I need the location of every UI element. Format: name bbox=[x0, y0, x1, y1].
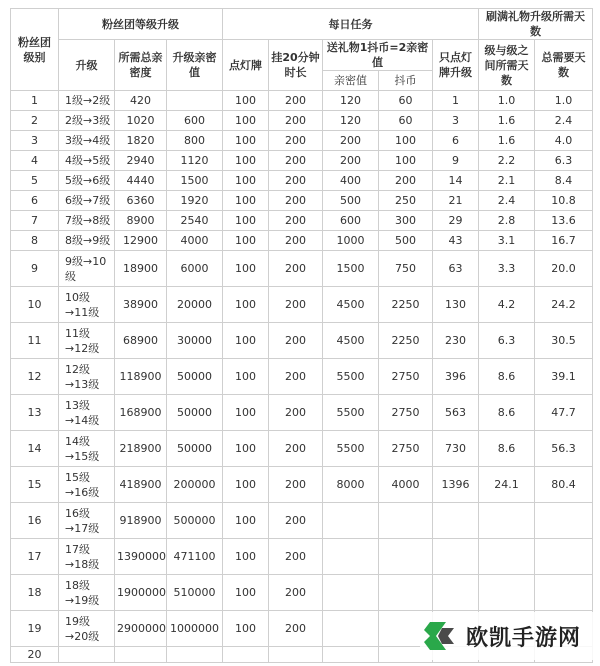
cell-only: 63 bbox=[433, 251, 479, 287]
cell-coin: 750 bbox=[379, 251, 433, 287]
cell-light: 100 bbox=[223, 323, 269, 359]
cell-light bbox=[223, 647, 269, 663]
cell-days: 47.7 bbox=[535, 395, 593, 431]
cell-days: 39.1 bbox=[535, 359, 593, 395]
cell-lvl: 7 bbox=[11, 211, 59, 231]
table-body bbox=[11, 91, 593, 663]
cell-hang: 200 bbox=[269, 211, 323, 231]
cell-intim: 5500 bbox=[323, 431, 379, 467]
cell-days: 2.4 bbox=[535, 111, 593, 131]
cell-only: 29 bbox=[433, 211, 479, 231]
cell-hang: 200 bbox=[269, 191, 323, 211]
cell-need bbox=[167, 647, 223, 663]
cell-need: 30000 bbox=[167, 323, 223, 359]
cell-hang: 200 bbox=[269, 251, 323, 287]
table-row bbox=[11, 211, 593, 231]
cell-only bbox=[433, 503, 479, 539]
cell-up: 4级→5级 bbox=[59, 151, 115, 171]
cell-need: 4000 bbox=[167, 231, 223, 251]
cell-up: 12级→13级 bbox=[59, 359, 115, 395]
cell-coin: 2750 bbox=[379, 431, 433, 467]
cell-total: 168900 bbox=[115, 395, 167, 431]
cell-days: 80.4 bbox=[535, 467, 593, 503]
cell-need: 1120 bbox=[167, 151, 223, 171]
cell-lvl: 12 bbox=[11, 359, 59, 395]
table-row bbox=[11, 395, 593, 431]
cell-lvl: 18 bbox=[11, 575, 59, 611]
cell-between: 8.6 bbox=[479, 395, 535, 431]
cell-lvl: 14 bbox=[11, 431, 59, 467]
cell-intim: 200 bbox=[323, 151, 379, 171]
cell-hang: 200 bbox=[269, 287, 323, 323]
cell-lvl: 1 bbox=[11, 91, 59, 111]
cell-total: 418900 bbox=[115, 467, 167, 503]
cell-hang: 200 bbox=[269, 231, 323, 251]
cell-intim: 200 bbox=[323, 131, 379, 151]
cell-only: 21 bbox=[433, 191, 479, 211]
cell-light: 100 bbox=[223, 359, 269, 395]
cell-only: 230 bbox=[433, 323, 479, 359]
cell-up: 16级→17级 bbox=[59, 503, 115, 539]
cell-lvl: 13 bbox=[11, 395, 59, 431]
cell-need: 1500 bbox=[167, 171, 223, 191]
cell-total: 18900 bbox=[115, 251, 167, 287]
cell-total: 4440 bbox=[115, 171, 167, 191]
cell-up: 15级→16级 bbox=[59, 467, 115, 503]
cell-light: 100 bbox=[223, 251, 269, 287]
cell-lvl: 10 bbox=[11, 287, 59, 323]
cell-lvl: 8 bbox=[11, 231, 59, 251]
cell-total: 1390000 bbox=[115, 539, 167, 575]
cell-days: 24.2 bbox=[535, 287, 593, 323]
table-row bbox=[11, 503, 593, 539]
header-total-intimacy: 所需总亲密度 bbox=[115, 40, 167, 91]
cell-days: 13.6 bbox=[535, 211, 593, 231]
cell-up: 1级→2级 bbox=[59, 91, 115, 111]
cell-between bbox=[479, 575, 535, 611]
cell-coin: 100 bbox=[379, 151, 433, 171]
cell-need: 20000 bbox=[167, 287, 223, 323]
cell-lvl: 2 bbox=[11, 111, 59, 131]
table-row bbox=[11, 91, 593, 111]
cell-coin bbox=[379, 503, 433, 539]
cell-intim: 1500 bbox=[323, 251, 379, 287]
cell-lvl: 17 bbox=[11, 539, 59, 575]
cell-need: 200000 bbox=[167, 467, 223, 503]
cell-light: 100 bbox=[223, 131, 269, 151]
cell-need: 50000 bbox=[167, 395, 223, 431]
cell-hang: 200 bbox=[269, 111, 323, 131]
cell-between: 2.2 bbox=[479, 151, 535, 171]
cell-between: 1.0 bbox=[479, 91, 535, 111]
header-daily-tasks: 每日任务 bbox=[223, 9, 479, 40]
cell-intim: 600 bbox=[323, 211, 379, 231]
cell-between: 3.1 bbox=[479, 231, 535, 251]
cell-only bbox=[433, 539, 479, 575]
table-row bbox=[11, 431, 593, 467]
cell-total: 8900 bbox=[115, 211, 167, 231]
cell-between: 24.1 bbox=[479, 467, 535, 503]
cell-coin: 300 bbox=[379, 211, 433, 231]
table-row bbox=[11, 151, 593, 171]
cell-up: 13级→14级 bbox=[59, 395, 115, 431]
cell-coin: 500 bbox=[379, 231, 433, 251]
cell-intim: 500 bbox=[323, 191, 379, 211]
cell-intim: 5500 bbox=[323, 359, 379, 395]
cell-total: 118900 bbox=[115, 359, 167, 395]
cell-hang: 200 bbox=[269, 359, 323, 395]
cell-only: 14 bbox=[433, 171, 479, 191]
cell-days: 8.4 bbox=[535, 171, 593, 191]
cell-only: 6 bbox=[433, 131, 479, 151]
cell-intim bbox=[323, 611, 379, 647]
cell-light: 100 bbox=[223, 191, 269, 211]
cell-light: 100 bbox=[223, 395, 269, 431]
cell-only: 1396 bbox=[433, 467, 479, 503]
cell-up: 5级→6级 bbox=[59, 171, 115, 191]
cell-total: 1020 bbox=[115, 111, 167, 131]
cell-hang: 200 bbox=[269, 539, 323, 575]
cell-between: 2.1 bbox=[479, 171, 535, 191]
cell-total: 12900 bbox=[115, 231, 167, 251]
cell-hang: 200 bbox=[269, 91, 323, 111]
cell-up: 6级→7级 bbox=[59, 191, 115, 211]
cell-hang: 200 bbox=[269, 611, 323, 647]
cell-light: 100 bbox=[223, 231, 269, 251]
cell-coin: 2750 bbox=[379, 395, 433, 431]
cell-only: 563 bbox=[433, 395, 479, 431]
cell-total: 38900 bbox=[115, 287, 167, 323]
header-between-levels: 级与级之间所需天数 bbox=[479, 40, 535, 91]
header-fan-level: 粉丝团级别 bbox=[11, 9, 59, 91]
cell-need: 800 bbox=[167, 131, 223, 151]
cell-light: 100 bbox=[223, 539, 269, 575]
cell-total: 420 bbox=[115, 91, 167, 111]
header-hang-20min: 挂20分钟时长 bbox=[269, 40, 323, 91]
cell-lvl: 19 bbox=[11, 611, 59, 647]
header-gift-days: 刷满礼物升级所需天数 bbox=[479, 9, 593, 40]
cell-intim: 4500 bbox=[323, 287, 379, 323]
cell-between: 6.3 bbox=[479, 323, 535, 359]
cell-need bbox=[167, 91, 223, 111]
cell-need: 500000 bbox=[167, 503, 223, 539]
cell-light: 100 bbox=[223, 171, 269, 191]
cell-coin: 100 bbox=[379, 131, 433, 151]
header-douyin-coin: 抖币 bbox=[379, 71, 433, 91]
cell-up: 17级→18级 bbox=[59, 539, 115, 575]
table-row bbox=[11, 231, 593, 251]
cell-intim bbox=[323, 503, 379, 539]
cell-coin: 2250 bbox=[379, 323, 433, 359]
cell-total: 1820 bbox=[115, 131, 167, 151]
cell-up: 3级→4级 bbox=[59, 131, 115, 151]
cell-hang: 200 bbox=[269, 151, 323, 171]
cell-lvl: 20 bbox=[11, 647, 59, 663]
cell-coin: 2750 bbox=[379, 359, 433, 395]
cell-lvl: 4 bbox=[11, 151, 59, 171]
cell-days: 4.0 bbox=[535, 131, 593, 151]
header-only-light: 只点灯牌升级 bbox=[433, 40, 479, 91]
cell-intim bbox=[323, 539, 379, 575]
cell-up: 8级→9级 bbox=[59, 231, 115, 251]
table-row bbox=[11, 171, 593, 191]
cell-only: 730 bbox=[433, 431, 479, 467]
cell-lvl: 15 bbox=[11, 467, 59, 503]
table-row bbox=[11, 111, 593, 131]
cell-coin: 2250 bbox=[379, 287, 433, 323]
cell-need: 510000 bbox=[167, 575, 223, 611]
cell-only: 130 bbox=[433, 287, 479, 323]
cell-up: 10级→11级 bbox=[59, 287, 115, 323]
cell-between: 2.8 bbox=[479, 211, 535, 231]
cell-need: 1920 bbox=[167, 191, 223, 211]
table-row bbox=[11, 539, 593, 575]
cell-lvl: 6 bbox=[11, 191, 59, 211]
cell-light: 100 bbox=[223, 611, 269, 647]
cell-light: 100 bbox=[223, 111, 269, 131]
cell-up: 14级→15级 bbox=[59, 431, 115, 467]
cell-light: 100 bbox=[223, 91, 269, 111]
table-row bbox=[11, 131, 593, 151]
cell-hang bbox=[269, 647, 323, 663]
cell-light: 100 bbox=[223, 211, 269, 231]
cell-coin: 4000 bbox=[379, 467, 433, 503]
cell-days bbox=[535, 575, 593, 611]
watermark bbox=[420, 612, 600, 660]
cell-up: 19级→20级 bbox=[59, 611, 115, 647]
cell-up: 9级→10级 bbox=[59, 251, 115, 287]
cell-between bbox=[479, 539, 535, 575]
cell-between: 8.6 bbox=[479, 431, 535, 467]
cell-total: 2940 bbox=[115, 151, 167, 171]
table-row bbox=[11, 323, 593, 359]
cell-total bbox=[115, 647, 167, 663]
cell-between: 1.6 bbox=[479, 131, 535, 151]
cell-between: 3.3 bbox=[479, 251, 535, 287]
cell-hang: 200 bbox=[269, 131, 323, 151]
cell-only: 396 bbox=[433, 359, 479, 395]
header-light-badge: 点灯牌 bbox=[223, 40, 269, 91]
cell-total: 6360 bbox=[115, 191, 167, 211]
cell-days: 20.0 bbox=[535, 251, 593, 287]
cell-intim: 120 bbox=[323, 111, 379, 131]
table-row bbox=[11, 287, 593, 323]
cell-coin: 250 bbox=[379, 191, 433, 211]
cell-between: 1.6 bbox=[479, 111, 535, 131]
cell-only: 9 bbox=[433, 151, 479, 171]
cell-between bbox=[479, 503, 535, 539]
cell-days: 30.5 bbox=[535, 323, 593, 359]
cell-hang: 200 bbox=[269, 323, 323, 359]
cell-days bbox=[535, 539, 593, 575]
cell-days: 10.8 bbox=[535, 191, 593, 211]
header-upgrade-intimacy: 升级亲密值 bbox=[167, 40, 223, 91]
fan-level-table bbox=[10, 8, 593, 663]
cell-need: 600 bbox=[167, 111, 223, 131]
table-row bbox=[11, 251, 593, 287]
cell-only: 1 bbox=[433, 91, 479, 111]
cell-hang: 200 bbox=[269, 171, 323, 191]
cell-intim: 1000 bbox=[323, 231, 379, 251]
cell-need: 1000000 bbox=[167, 611, 223, 647]
cell-only bbox=[433, 575, 479, 611]
cell-need: 50000 bbox=[167, 431, 223, 467]
cell-hang: 200 bbox=[269, 467, 323, 503]
header-group-upgrade: 粉丝团等级升级 bbox=[59, 9, 223, 40]
cell-light: 100 bbox=[223, 503, 269, 539]
cell-up: 2级→3级 bbox=[59, 111, 115, 131]
header-intimacy-value: 亲密值 bbox=[323, 71, 379, 91]
cell-only: 3 bbox=[433, 111, 479, 131]
cell-up: 18级→19级 bbox=[59, 575, 115, 611]
cell-light: 100 bbox=[223, 575, 269, 611]
header-gift-rule: 送礼物1抖币=2亲密值 bbox=[323, 40, 433, 71]
table-row bbox=[11, 575, 593, 611]
cell-intim: 4500 bbox=[323, 323, 379, 359]
cell-between: 8.6 bbox=[479, 359, 535, 395]
cell-coin: 60 bbox=[379, 111, 433, 131]
cell-light: 100 bbox=[223, 287, 269, 323]
cell-between: 4.2 bbox=[479, 287, 535, 323]
cell-intim: 120 bbox=[323, 91, 379, 111]
cell-total: 2900000 bbox=[115, 611, 167, 647]
cell-days: 1.0 bbox=[535, 91, 593, 111]
cell-coin: 60 bbox=[379, 91, 433, 111]
cell-only: 43 bbox=[433, 231, 479, 251]
cell-up: 7级→8级 bbox=[59, 211, 115, 231]
cell-total: 918900 bbox=[115, 503, 167, 539]
cell-need: 50000 bbox=[167, 359, 223, 395]
header-upgrade: 升级 bbox=[59, 40, 115, 91]
cell-total: 218900 bbox=[115, 431, 167, 467]
cell-need: 471100 bbox=[167, 539, 223, 575]
cell-hang: 200 bbox=[269, 503, 323, 539]
cell-intim: 400 bbox=[323, 171, 379, 191]
cell-lvl: 16 bbox=[11, 503, 59, 539]
cell-need: 6000 bbox=[167, 251, 223, 287]
cell-coin bbox=[379, 575, 433, 611]
cell-total: 1900000 bbox=[115, 575, 167, 611]
cell-light: 100 bbox=[223, 431, 269, 467]
cell-lvl: 9 bbox=[11, 251, 59, 287]
cell-coin: 200 bbox=[379, 171, 433, 191]
cell-between: 2.4 bbox=[479, 191, 535, 211]
table-row bbox=[11, 467, 593, 503]
cell-total: 68900 bbox=[115, 323, 167, 359]
cell-intim bbox=[323, 575, 379, 611]
cell-need: 2540 bbox=[167, 211, 223, 231]
watermark-text: 欧凯手游网 bbox=[466, 625, 582, 651]
table-row bbox=[11, 191, 593, 211]
cell-intim: 8000 bbox=[323, 467, 379, 503]
cell-days: 6.3 bbox=[535, 151, 593, 171]
cell-hang: 200 bbox=[269, 395, 323, 431]
cell-lvl: 11 bbox=[11, 323, 59, 359]
cell-lvl: 3 bbox=[11, 131, 59, 151]
table-wrapper bbox=[10, 8, 592, 663]
cell-light: 100 bbox=[223, 467, 269, 503]
cell-days: 16.7 bbox=[535, 231, 593, 251]
cell-up bbox=[59, 647, 115, 663]
cell-hang: 200 bbox=[269, 575, 323, 611]
cell-lvl: 5 bbox=[11, 171, 59, 191]
cell-days bbox=[535, 503, 593, 539]
cell-intim: 5500 bbox=[323, 395, 379, 431]
header-total-days: 总需要天数 bbox=[535, 40, 593, 91]
cell-coin bbox=[379, 539, 433, 575]
table-row bbox=[11, 359, 593, 395]
cell-intim bbox=[323, 647, 379, 663]
cell-hang: 200 bbox=[269, 431, 323, 467]
cell-light: 100 bbox=[223, 151, 269, 171]
ok-logo-icon bbox=[420, 616, 460, 656]
cell-days: 56.3 bbox=[535, 431, 593, 467]
cell-up: 11级→12级 bbox=[59, 323, 115, 359]
